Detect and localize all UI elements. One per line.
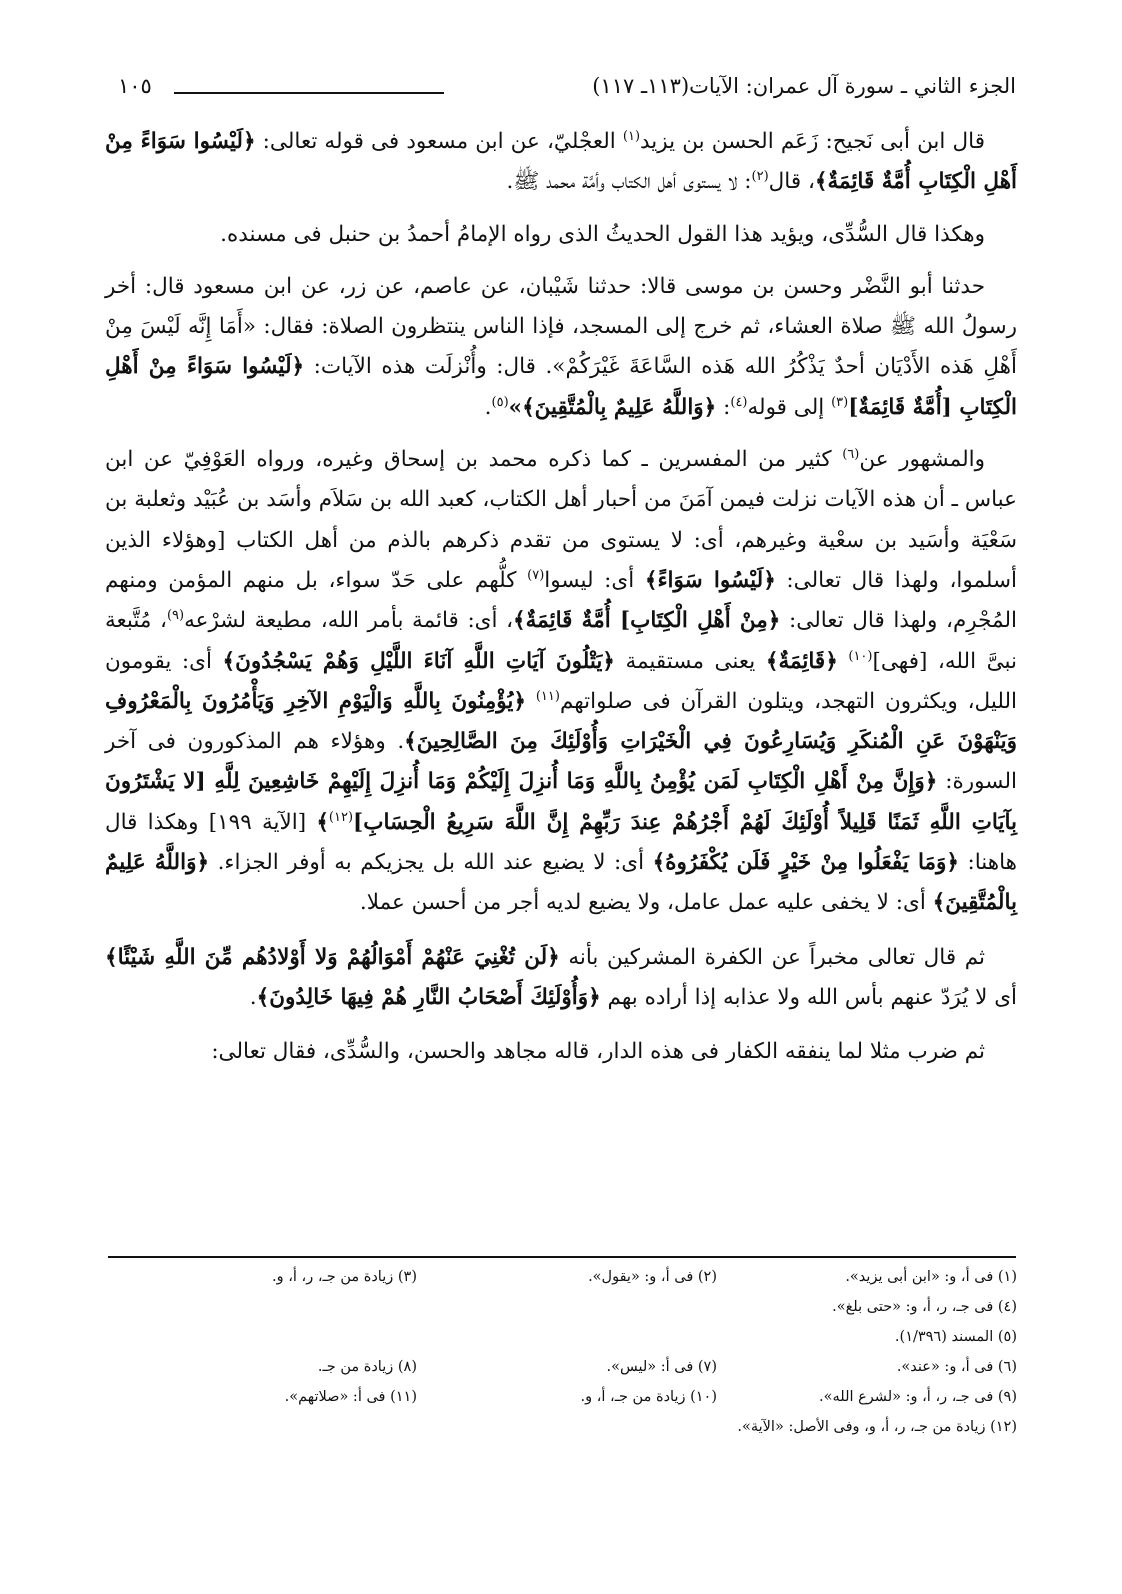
paragraph bbox=[105, 267, 1017, 428]
quran-quote: ﴿وَأُوْلَئِكَ أَصْحَابُ النَّارِ هُمْ فِيهَا خَالِدُونَ﴾ bbox=[256, 984, 601, 1010]
footnote-marker: (١١) bbox=[535, 688, 560, 704]
footnote-row bbox=[105, 1322, 1017, 1352]
text-run: . bbox=[249, 984, 257, 1010]
footnote-row bbox=[105, 1382, 1017, 1412]
text-run: إلى قوله bbox=[747, 394, 832, 420]
text-run: كثير من المفسرين ـ كما ذكره محمد بن إسحاق وغيره، ورواه العَوْفِيّ عن ابن عباس ـ أن هذه الآيات نزلت فيمن آمَنَ من أحبار أهل الكتاب، كعبد الله بن سَلاَم وأسَد بن عُبَيْد وثعلبة بن سَعْيَة وأسَيد بن سعْية وغيرهم، أى: لا يستوى من تقدم ذكرهم بالذم من أهل الكتاب [وهؤلاء الذين أسلموا، ولهذا قال تعالى: bbox=[105, 447, 1017, 593]
footnote-item: (٣) زيادة من جـ، ر، أ، و. bbox=[272, 1269, 417, 1285]
footnote-item: (٧) فى أ: «ليس». bbox=[606, 1359, 717, 1375]
header-title: الجزء الثاني ـ سورة آل عمران: الآيات(١١٣ـ ١١٧) bbox=[592, 74, 1016, 98]
paragraph bbox=[105, 122, 1017, 203]
text-run: أى: يقومون الليل، ويكثرون التهجد، ويتلون القرآن فى صلواتهم bbox=[105, 648, 1017, 714]
text-run: : bbox=[716, 394, 731, 420]
quran-quote: ﴿قَائِمَةٌ﴾ bbox=[765, 648, 838, 674]
running-header bbox=[118, 66, 1016, 110]
text-run: أى: لا يخفى عليه عمل عامل، ولا يضيع لديه أجر من أحسن عملا. bbox=[359, 890, 933, 916]
footnote-item: (١) فى أ، و: «ابن أبى يزيد». bbox=[845, 1269, 1017, 1285]
footnote-item: (١٢) زيادة من جـ، ر، أ، و، وفى الأصل: «الآية». bbox=[737, 1419, 1017, 1435]
text-run: . وهؤلاء هم المذكورون فى آخر السورة: bbox=[105, 729, 1017, 795]
text-run: ، قال bbox=[768, 169, 815, 195]
quran-quote: ﴿لَيْسُوا سَوَاءً﴾ bbox=[644, 567, 776, 593]
text-run bbox=[526, 689, 536, 714]
footnote-item: (١٠) زيادة من جـ، أ، و. bbox=[580, 1389, 717, 1405]
footnote-divider bbox=[108, 1256, 1016, 1258]
footnote-item: (٥) المسند (١/٣٩٦). bbox=[894, 1329, 1017, 1345]
paragraph bbox=[105, 1032, 1017, 1072]
text-run: أى لا يُرَدّ عنهم بأس الله ولا عذابه إذا أراده بهم bbox=[600, 984, 1017, 1010]
footnote-row bbox=[105, 1352, 1017, 1382]
footnote-marker: (٧) bbox=[527, 567, 545, 583]
text-run: العجْليّ، عن ابن مسعود فى قوله تعالى: bbox=[255, 129, 623, 154]
quran-quote: ﴿لَن تُغْنِيَ عَنْهُمْ أَمْوَالُهُمْ وَلا أَوْلادُهُم مِّنَ اللَّهِ شَيْئًا﴾ bbox=[105, 944, 560, 970]
text-run: : لا يستوى أهل الكتاب وأمَّة محمد ﷺ. bbox=[506, 169, 752, 195]
quran-quote: ﴾ bbox=[316, 809, 329, 835]
paragraph bbox=[105, 938, 1017, 1019]
quran-quote: ﴿لَيْسُوا سَوَاءً مِنْ أَهْلِ الْكِتَابِ [أُمَّةٌ قَائِمَةٌ] bbox=[105, 354, 1017, 420]
footnote-marker: (٢) bbox=[751, 169, 769, 185]
text-run: [الآية ١٩٩] وهكذا قال هاهنا: bbox=[105, 809, 1018, 876]
footnote-marker: (٣) bbox=[831, 394, 849, 410]
footnote-row bbox=[105, 1262, 1017, 1292]
quran-quote: ﴿مِنْ أَهْلِ الْكِتَابِ] أُمَّةٌ قَائِمَةٌ﴾ bbox=[513, 608, 781, 634]
paragraph bbox=[105, 440, 1017, 924]
text-run: كلُّهم على حَدّ سواء، بل منهم المؤمن ومنهم المُجْرِم، ولهذا قال تعالى: bbox=[105, 567, 1017, 634]
text-run: . bbox=[484, 394, 492, 420]
footnote-marker: (١) bbox=[622, 128, 641, 144]
footnote-item: (٦) فى أ، و: «عند». bbox=[896, 1359, 1017, 1375]
footnote-marker: (٥) bbox=[491, 394, 509, 410]
quran-quote: ﴿وَمَا يَفْعَلُوا مِنْ خَيْرٍ فَلَن يُكْفَرُوهُ﴾ bbox=[652, 850, 959, 876]
footnote-row bbox=[105, 1412, 1017, 1442]
quran-quote: ﴿يَتْلُونَ آيَاتِ اللَّهِ آنَاءَ اللَّيْلِ وَهُمْ يَسْجُدُونَ﴾ bbox=[222, 648, 615, 674]
quran-quote: ﴿وَاللَّهُ عَلِيمٌ بِالْمُتَّقِينَ﴾» bbox=[508, 394, 717, 420]
text-run: يعنى مستقيمة bbox=[614, 648, 766, 674]
footnote-marker: (١٢) bbox=[328, 809, 354, 825]
page-number: ١٠٥ bbox=[118, 74, 152, 98]
quran-quote: ﴿وَاللَّهُ عَلِيمٌ بِالْمُتَّقِينَ﴾ bbox=[105, 850, 1017, 916]
text-run: ثم ضرب مثلا لما ينفقه الكفار فى هذه الدار، قاله مجاهد والحسن، والسُّدِّى، فقال تعالى: bbox=[211, 1039, 985, 1065]
quran-quote: ﴿يُؤْمِنُونَ بِاللَّهِ وَالْيَوْمِ الآخِرِ وَيَأْمُرُونَ بِالْمَعْرُوفِ وَيَنْهَوْنَ عَنِ الْمُنكَرِ وَيُسَارِعُونَ فِي الْخَيْرَاتِ وَأُوْلَئِكَ مِنَ الصَّالِحِينَ﴾ bbox=[105, 688, 1017, 755]
footnote-marker: (٩) bbox=[166, 608, 185, 624]
footnote-marker: (١٠) bbox=[848, 648, 873, 664]
main-text bbox=[105, 122, 1017, 1085]
quran-quote: ﴿لَيْسُوا سَوَاءً مِنْ أَهْلِ الْكِتَابِ أُمَّةٌ قَائِمَةٌ﴾ bbox=[105, 129, 1017, 195]
paragraph bbox=[105, 215, 1017, 255]
footnote-item: (٩) فى جـ، ر، أ، و: «لشرع الله». bbox=[819, 1389, 1017, 1405]
text-run: حدثنا أبو النَّضْر وحسن بن موسى قالا: حدثنا شَيْبان، عن عاصم، عن زر، عن ابن مسعود قال: أخر رسولُ الله ﷺ صلاة العشاء، ثم خرج إلى المسجد، فإذا الناس ينتظرون الصلاة: فقال: «أَمَا إِنَّه لَيْسَ مِنْ أَهْلِ هَذه الأَدْيَان أحدٌ يَذْكُرُ الله هَذه السَّاعَةَ غَيْرَكُمْ». قال: وأُنْزلَت هذه الآيات: bbox=[105, 273, 1017, 380]
text-run: والمشهور عن bbox=[859, 447, 986, 473]
quran-quote: ﴿وَإِنَّ مِنْ أَهْلِ الْكِتَابِ لَمَن يُؤْمِنُ بِاللَّهِ وَمَا أُنزِلَ إِلَيْكُمْ وَمَا أُنزِلَ إِلَيْهِمْ خَاشِعِينَ لِلَّهِ [لا يَشْتَرُونَ بِآيَاتِ اللَّهِ ثَمَنًا قَلِيلاً أُوْلَئِكَ لَهُمْ أَجْرُهُمْ عِندَ رَبِّهِمْ إِنَّ اللَّهَ سَرِيعُ الْحِسَابِ] bbox=[105, 769, 1017, 835]
footnote-row bbox=[105, 1292, 1017, 1322]
text-run: أى: لا يضيع عند الله بل يجزيكم به أوفر الجزاء. bbox=[209, 850, 653, 876]
footnote-marker: (٤) bbox=[730, 394, 748, 410]
text-run bbox=[838, 649, 849, 674]
text-run: ثم قال تعالى مخبراً عن الكفرة المشركين بأنه bbox=[559, 944, 985, 970]
footnote-item: (٨) زيادة من جـ. bbox=[317, 1359, 417, 1375]
footnote-item: (٤) فى جـ، ر، أ، و: «حتى بلغ». bbox=[832, 1299, 1017, 1315]
header-rule bbox=[174, 92, 444, 94]
text-run: قال ابن أبى نَجيح: زَعَم الحسن بن يزيد bbox=[640, 129, 985, 154]
footnote-marker: (٦) bbox=[842, 446, 860, 462]
footnotes bbox=[105, 1262, 1017, 1442]
text-run: ، مُتَّبعة نبىَّ الله، [فهى] bbox=[105, 608, 1017, 674]
text-run: وهكذا قال السُّدِّى، ويؤيد هذا القول الحديثُ الذى رواه الإمامُ أحمدُ بن حنبل فى مسنده. bbox=[220, 221, 985, 247]
footnote-item: (٢) فى أ، و: «يقول». bbox=[588, 1269, 717, 1285]
text-run: أى: ليسوا bbox=[544, 567, 645, 593]
footnote-item: (١١) فى أ: «صلاتهم». bbox=[284, 1389, 417, 1405]
text-run: ، أى: قائمة بأمر الله، مطيعة لشرْعه bbox=[184, 608, 514, 634]
